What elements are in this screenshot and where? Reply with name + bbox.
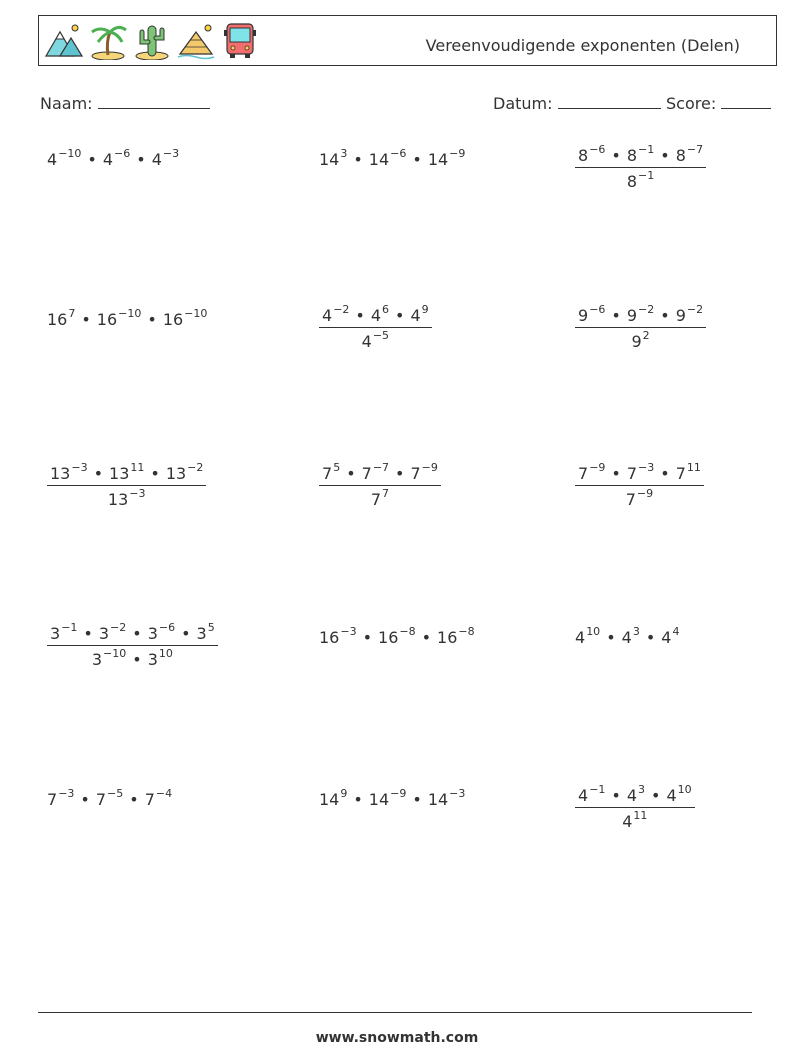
multiply-dot: •	[421, 628, 432, 647]
power-exponent: 11	[130, 461, 145, 474]
multiply-dot: •	[611, 786, 621, 805]
power-base: 4	[322, 306, 333, 325]
multiply-dot: •	[606, 628, 616, 647]
power-base: 16	[437, 628, 458, 647]
power-term	[626, 169, 655, 191]
power-base: 7	[625, 490, 636, 509]
power-term	[47, 307, 76, 329]
numerator	[575, 303, 706, 328]
multiply-dot: •	[353, 790, 363, 809]
power-base: 7	[47, 790, 58, 809]
power-exponent: −7	[372, 461, 390, 474]
power-exponent: −6	[589, 143, 606, 156]
power-exponent: −9	[636, 487, 654, 500]
power-term	[165, 461, 204, 483]
power-base: 3	[98, 624, 110, 643]
power-base: 14	[427, 150, 449, 169]
multiply-dot: •	[611, 464, 621, 483]
fraction	[575, 461, 704, 509]
power-term	[578, 461, 606, 483]
power-base: 16	[162, 310, 184, 329]
bus-icon	[220, 20, 260, 60]
power-base: 13	[50, 464, 71, 483]
multiply-dot: •	[395, 464, 405, 483]
problem-13	[47, 787, 173, 809]
problem-9	[575, 461, 704, 509]
power-exponent: −8	[458, 625, 475, 638]
problem-4	[47, 307, 208, 329]
power-base: 9	[578, 306, 589, 325]
power-term	[147, 621, 176, 643]
power-term	[98, 621, 127, 643]
power-term	[575, 625, 601, 647]
power-exponent: −2	[187, 461, 204, 474]
multiply-dot: •	[83, 624, 93, 643]
power-base: 4	[621, 628, 632, 647]
power-base: 3	[50, 624, 61, 643]
power-exponent: 3	[638, 783, 646, 796]
power-base: 9	[631, 332, 642, 351]
power-term	[578, 783, 606, 805]
power-base: 3	[91, 650, 103, 669]
problem-1	[47, 147, 180, 169]
power-term	[578, 143, 606, 165]
power-exponent: 10	[158, 647, 173, 660]
fraction	[47, 461, 206, 509]
multiply-dot: •	[353, 150, 363, 169]
power-exponent: 9	[340, 787, 348, 800]
power-base: 3	[147, 624, 158, 643]
problem-8	[319, 461, 441, 509]
date-label: Datum:	[493, 94, 553, 113]
power-term	[410, 461, 438, 483]
power-base: 7	[626, 464, 638, 483]
denominator	[575, 168, 706, 191]
power-term	[368, 147, 407, 169]
problem-5	[319, 303, 432, 351]
power-term	[109, 461, 145, 483]
power-base: 13	[107, 490, 129, 509]
power-term	[47, 787, 75, 809]
power-term	[91, 647, 127, 669]
power-exponent: 3	[340, 147, 348, 160]
power-base: 14	[319, 150, 340, 169]
fraction	[319, 303, 432, 351]
denominator	[575, 328, 706, 351]
date-blank[interactable]	[558, 93, 661, 109]
power-exponent: −3	[129, 487, 146, 500]
problem-7	[47, 461, 206, 509]
power-exponent: −10	[184, 307, 208, 320]
power-term	[319, 787, 348, 809]
power-term	[162, 307, 208, 329]
power-base: 14	[368, 790, 390, 809]
multiply-dot: •	[181, 624, 191, 643]
power-base: 7	[410, 464, 421, 483]
multiply-dot: •	[80, 790, 90, 809]
power-exponent: −6	[158, 621, 176, 634]
denominator	[319, 328, 432, 351]
power-term	[368, 787, 407, 809]
power-exponent: 7	[382, 487, 390, 500]
multiply-dot: •	[355, 306, 365, 325]
power-exponent: −10	[103, 647, 127, 660]
power-term	[410, 303, 429, 325]
multiply-dot: •	[412, 150, 422, 169]
power-term	[626, 143, 655, 165]
multiply-dot: •	[395, 306, 405, 325]
power-exponent: −3	[58, 787, 75, 800]
multiply-dot: •	[660, 306, 670, 325]
power-base: 7	[675, 464, 686, 483]
power-term	[151, 147, 180, 169]
power-term	[675, 303, 704, 325]
power-exponent: −2	[333, 303, 350, 316]
power-exponent: −3	[340, 625, 357, 638]
power-term	[661, 625, 680, 647]
power-base: 4	[661, 628, 672, 647]
palm-tree-icon	[88, 20, 128, 60]
power-base: 4	[578, 786, 589, 805]
cactus-icon	[132, 20, 172, 60]
power-exponent: 11	[686, 461, 701, 474]
power-base: 8	[626, 146, 638, 165]
multiply-dot: •	[132, 650, 142, 669]
power-base: 16	[319, 628, 340, 647]
power-exponent: 3	[632, 625, 640, 638]
power-term	[437, 625, 475, 647]
power-exponent: −5	[372, 329, 390, 342]
denominator	[575, 808, 695, 831]
power-base: 4	[410, 306, 421, 325]
power-term	[378, 625, 416, 647]
power-exponent: 11	[633, 809, 648, 822]
power-term	[361, 461, 390, 483]
denominator	[319, 486, 441, 509]
problem-11	[319, 625, 475, 647]
fraction	[319, 461, 441, 509]
power-term	[147, 647, 173, 669]
power-base: 7	[322, 464, 333, 483]
fraction	[575, 143, 706, 191]
power-exponent: −2	[686, 303, 704, 316]
worksheet-title: Vereenvoudigende exponenten (Delen)	[425, 36, 740, 55]
power-term	[319, 147, 348, 169]
numerator	[575, 783, 695, 808]
power-exponent: 5	[333, 461, 341, 474]
power-exponent: −9	[390, 787, 407, 800]
power-exponent: 6	[382, 303, 390, 316]
multiply-dot: •	[660, 146, 670, 165]
power-exponent: −8	[399, 625, 416, 638]
power-exponent: −6	[589, 303, 606, 316]
multiply-dot: •	[93, 464, 104, 483]
date-field	[493, 93, 661, 113]
power-term	[675, 143, 704, 165]
power-base: 16	[96, 310, 118, 329]
power-exponent: −10	[118, 307, 142, 320]
footer-url: www.snowmath.com	[315, 1030, 479, 1046]
power-exponent: −3	[449, 787, 466, 800]
power-base: 4	[626, 786, 638, 805]
multiply-dot: •	[129, 790, 139, 809]
numerator	[575, 461, 704, 486]
power-term	[102, 147, 131, 169]
power-base: 3	[196, 624, 207, 643]
power-term	[196, 621, 215, 643]
power-term	[47, 147, 82, 169]
power-term	[50, 461, 88, 483]
power-base: 4	[151, 150, 162, 169]
power-term	[427, 787, 466, 809]
power-base: 4	[47, 150, 58, 169]
power-base: 7	[370, 490, 382, 509]
problem-6	[575, 303, 706, 351]
numerator	[319, 461, 441, 486]
power-exponent: −9	[421, 461, 438, 474]
power-term	[666, 783, 692, 805]
power-exponent: −3	[638, 461, 655, 474]
denominator	[47, 486, 206, 509]
worksheet-header	[38, 15, 777, 66]
score-blank[interactable]	[721, 93, 771, 109]
numerator	[575, 143, 706, 168]
power-base: 7	[95, 790, 107, 809]
pyramid-icon	[176, 20, 216, 60]
problem-12	[575, 625, 680, 647]
problem-3	[575, 143, 706, 191]
power-term	[675, 461, 701, 483]
multiply-dot: •	[87, 150, 97, 169]
power-exponent: −3	[71, 461, 88, 474]
denominator	[575, 486, 704, 509]
power-base: 16	[47, 310, 68, 329]
power-exponent: 10	[586, 625, 601, 638]
power-exponent: −10	[58, 147, 82, 160]
power-base: 8	[675, 146, 686, 165]
multiply-dot: •	[150, 464, 160, 483]
multiply-dot: •	[611, 306, 621, 325]
power-base: 3	[147, 650, 158, 669]
numerator	[47, 461, 206, 486]
multiply-dot: •	[362, 628, 373, 647]
power-base: 16	[378, 628, 399, 647]
power-term	[626, 461, 655, 483]
multiply-dot: •	[132, 624, 142, 643]
power-exponent: 9	[421, 303, 429, 316]
problem-14	[319, 787, 466, 809]
multiply-dot: •	[147, 310, 157, 329]
power-exponent: −1	[638, 169, 655, 182]
multiply-dot: •	[611, 146, 621, 165]
multiply-dot: •	[645, 628, 656, 647]
power-base: 14	[368, 150, 390, 169]
multiply-dot: •	[346, 464, 356, 483]
power-term	[626, 303, 655, 325]
multiply-dot: •	[81, 310, 91, 329]
power-base: 13	[109, 464, 130, 483]
power-exponent: −1	[638, 143, 655, 156]
power-exponent: −1	[589, 783, 606, 796]
numerator	[319, 303, 432, 328]
power-base: 4	[102, 150, 114, 169]
power-exponent: −9	[589, 461, 606, 474]
power-exponent: −7	[686, 143, 704, 156]
power-exponent: −1	[61, 621, 78, 634]
power-term	[322, 461, 341, 483]
power-term	[361, 329, 390, 351]
power-term	[50, 621, 78, 643]
power-exponent: 10	[677, 783, 692, 796]
name-field	[40, 93, 210, 113]
power-exponent: −6	[390, 147, 407, 160]
power-base: 4	[361, 332, 372, 351]
power-base: 8	[578, 146, 589, 165]
power-base: 8	[626, 172, 638, 191]
power-term	[319, 625, 357, 647]
power-exponent: 7	[68, 307, 76, 320]
power-exponent: −2	[638, 303, 655, 316]
power-term	[144, 787, 173, 809]
power-term	[95, 787, 124, 809]
fraction	[47, 621, 218, 669]
name-blank[interactable]	[98, 93, 210, 109]
power-term	[322, 303, 350, 325]
power-exponent: −4	[155, 787, 173, 800]
power-exponent: −3	[162, 147, 180, 160]
fraction	[575, 303, 706, 351]
power-exponent: 2	[642, 329, 650, 342]
power-exponent: −2	[110, 621, 127, 634]
power-base: 7	[144, 790, 155, 809]
power-term	[370, 303, 390, 325]
power-exponent: 5	[207, 621, 215, 634]
problem-15	[575, 783, 695, 831]
power-term	[626, 783, 646, 805]
mountains-icon	[44, 20, 84, 60]
power-base: 4	[666, 786, 677, 805]
power-base: 13	[165, 464, 187, 483]
power-base: 7	[361, 464, 372, 483]
power-term	[370, 487, 390, 509]
problem-10	[47, 621, 218, 669]
footer-divider	[38, 1012, 752, 1013]
power-exponent: −6	[114, 147, 131, 160]
power-term	[621, 625, 640, 647]
fraction	[575, 783, 695, 831]
problem-2	[319, 147, 466, 169]
power-base: 4	[622, 812, 633, 831]
power-term	[96, 307, 142, 329]
name-label: Naam:	[40, 94, 93, 113]
power-exponent: −9	[449, 147, 466, 160]
score-field	[666, 93, 771, 113]
multiply-dot: •	[136, 150, 146, 169]
power-exponent: −5	[107, 787, 124, 800]
power-base: 4	[370, 306, 382, 325]
power-base: 14	[427, 790, 449, 809]
power-term	[631, 329, 650, 351]
power-term	[427, 147, 466, 169]
power-term	[107, 487, 146, 509]
power-term	[578, 303, 606, 325]
power-base: 9	[626, 306, 638, 325]
power-base: 9	[675, 306, 686, 325]
numerator	[47, 621, 218, 646]
header-icons	[44, 20, 260, 64]
power-term	[622, 809, 648, 831]
power-exponent: 4	[672, 625, 680, 638]
power-base: 14	[319, 790, 340, 809]
multiply-dot: •	[651, 786, 661, 805]
power-base: 7	[578, 464, 589, 483]
power-term	[625, 487, 654, 509]
multiply-dot: •	[412, 790, 422, 809]
multiply-dot: •	[660, 464, 670, 483]
denominator	[47, 646, 218, 669]
score-label: Score:	[666, 94, 717, 113]
power-base: 4	[575, 628, 586, 647]
